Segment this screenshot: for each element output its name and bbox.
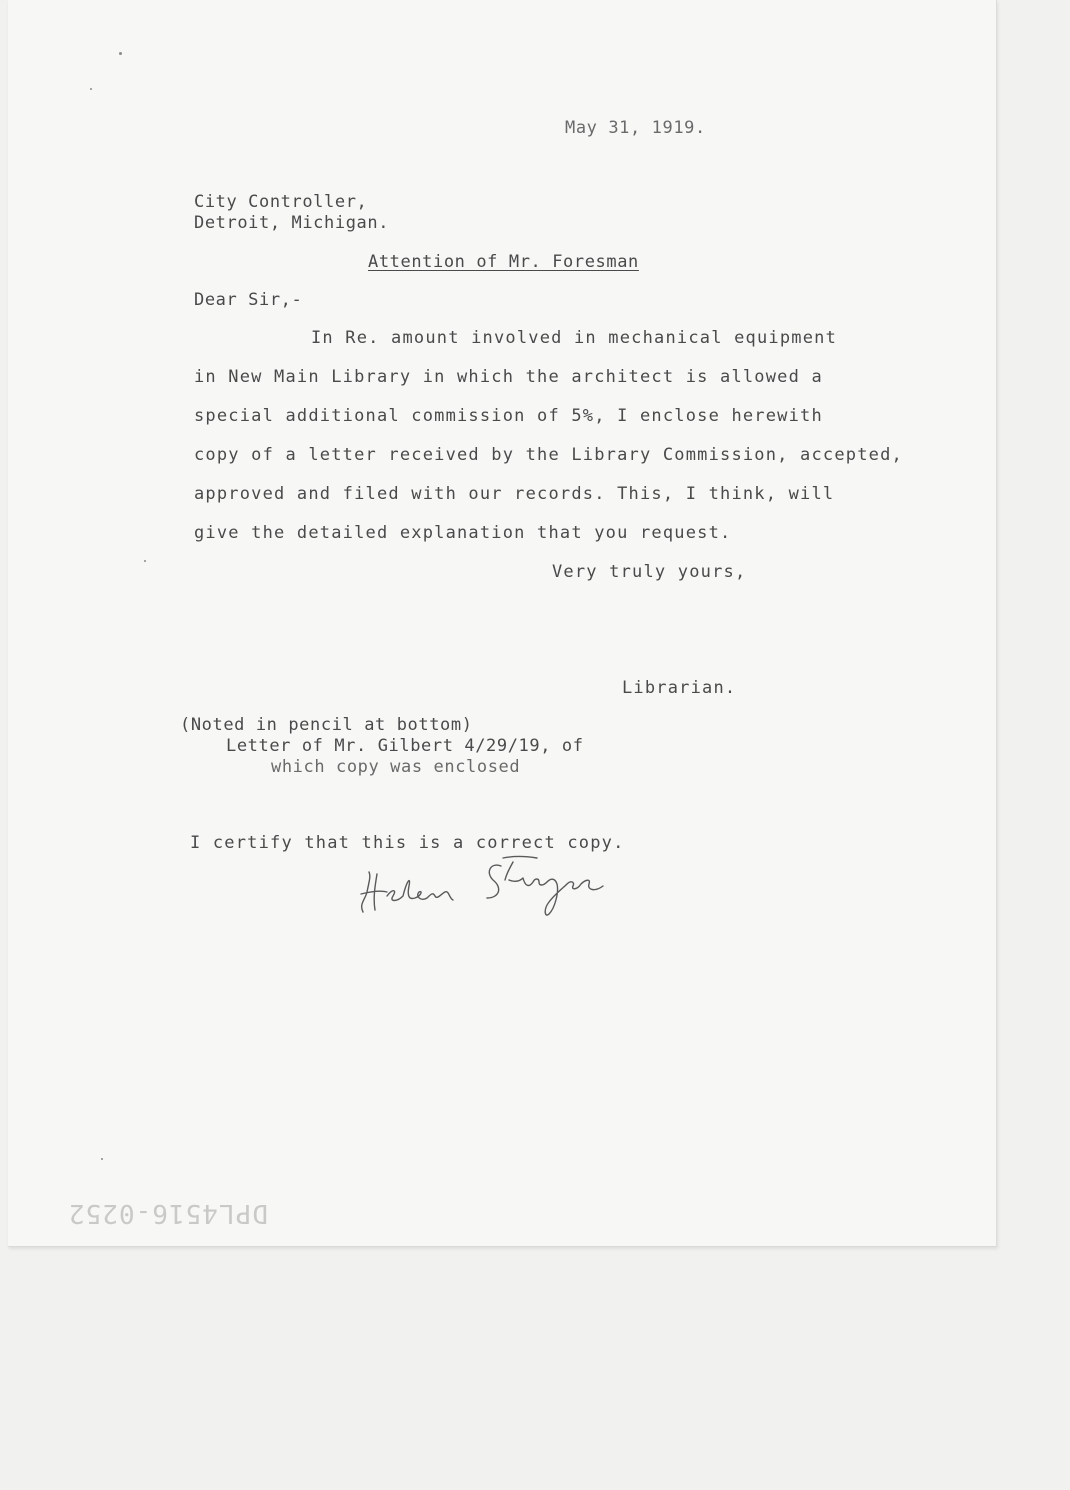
letter-page <box>8 0 997 1247</box>
pencil-note-line-2: Letter of Mr. Gilbert 4/29/19, of <box>226 736 584 756</box>
salutation: Dear Sir,- <box>194 290 303 310</box>
pencil-note-line-3: which copy was enclosed <box>271 757 521 777</box>
body-line-3: special additional commission of 5%, I enclose herewith <box>194 406 823 426</box>
pencil-note-line-1: (Noted in pencil at bottom) <box>180 715 473 735</box>
body-line-1: In Re. amount involved in mechanical equipment <box>311 328 838 348</box>
body-line-5: approved and filed with our records. This, I think, will <box>194 484 835 504</box>
paper-speck <box>119 52 122 55</box>
body-line-2: in New Main Library in which the architect is allowed a <box>194 367 823 387</box>
paper-speck <box>90 88 92 90</box>
attention-line: Attention of Mr. Foresman <box>368 252 639 272</box>
handwritten-signature <box>353 852 643 922</box>
paper-speck <box>101 1158 103 1160</box>
letter-date: May 31, 1919. <box>565 118 706 138</box>
body-line-4: copy of a letter received by the Library Commission, accepted, <box>194 445 903 465</box>
signer-title: Librarian. <box>622 678 737 698</box>
closing: Very truly yours, <box>552 562 747 582</box>
body-line-6: give the detailed explanation that you request. <box>194 523 732 543</box>
recipient-line-2: Detroit, Michigan. <box>194 213 390 233</box>
paper-speck <box>144 560 146 562</box>
certification-line: I certify that this is a correct copy. <box>190 833 625 853</box>
archive-pencil-mark: DPL4516-0252 <box>68 1198 268 1228</box>
recipient-line-1: City Controller, <box>194 192 368 212</box>
